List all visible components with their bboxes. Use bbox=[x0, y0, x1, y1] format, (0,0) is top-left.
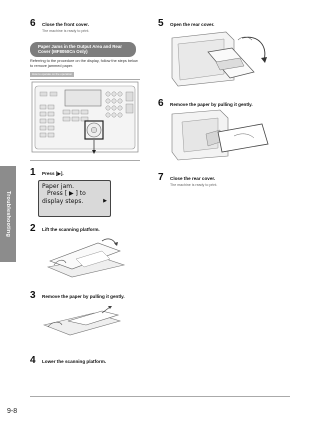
step-3-remove-paper bbox=[30, 290, 125, 301]
step-number: 2 bbox=[30, 223, 36, 234]
step-number: 3 bbox=[30, 290, 36, 301]
lcd-line-1: Paper jam. bbox=[42, 183, 74, 190]
divider bbox=[30, 160, 140, 161]
operation-panel-illustration bbox=[30, 80, 142, 158]
step-number: 7 bbox=[158, 172, 164, 183]
side-tab bbox=[0, 166, 16, 262]
lcd-display bbox=[38, 180, 111, 217]
step-2-lift-scanning-platform bbox=[30, 223, 100, 234]
step-number: 1 bbox=[30, 167, 36, 178]
step-title: Lift the scanning platform. bbox=[42, 227, 100, 232]
step-7-close-rear-cover bbox=[158, 172, 215, 183]
section-intro: Referring to the procedure on the display, follow the steps below to remove jammed paper. bbox=[30, 59, 138, 68]
step-note: The machine is ready to print. bbox=[170, 183, 218, 187]
side-tab-text: Troubleshooting bbox=[5, 190, 11, 238]
step-title: Close the front cover. bbox=[42, 22, 89, 27]
step-title: Remove the paper by pulling it gently. bbox=[42, 294, 125, 299]
step-4-lower-scanning-platform bbox=[30, 355, 106, 366]
side-tab-label bbox=[0, 166, 16, 262]
section-banner: Paper Jams in the Output Area and Rear Cover (MF8050Cn Only) bbox=[30, 42, 136, 57]
step-number: 4 bbox=[30, 355, 36, 366]
page-number: 9-8 bbox=[7, 408, 18, 415]
step-title: Remove the paper by pulling it gently. bbox=[170, 102, 253, 107]
step-6-close-front-cover bbox=[30, 18, 89, 29]
step-title: Open the rear cover. bbox=[170, 22, 215, 27]
step-5-open-rear-cover bbox=[158, 18, 214, 29]
step-note: The machine is ready to print. bbox=[42, 29, 90, 33]
footer-rule bbox=[30, 396, 290, 397]
lcd-line-3: display steps. bbox=[42, 198, 84, 205]
step-title: Lower the scanning platform. bbox=[42, 359, 107, 364]
remove-paper-illustration bbox=[38, 303, 128, 341]
remove-paper-rear-illustration bbox=[168, 108, 272, 162]
step-number: 6 bbox=[158, 98, 164, 109]
step-title: Close the rear cover. bbox=[170, 176, 216, 181]
step-title: Press [▶]. bbox=[42, 171, 64, 176]
step-number: 6 bbox=[30, 18, 36, 29]
right-arrow-icon: ▶ bbox=[103, 198, 107, 204]
lcd-line-2: Press [ ▶ ] to bbox=[47, 190, 86, 197]
step-1-press-arrow bbox=[30, 167, 64, 178]
illustration-tag: How to operate on the operation bbox=[32, 72, 72, 76]
lift-platform-illustration bbox=[40, 237, 130, 283]
step-number: 5 bbox=[158, 18, 164, 29]
open-rear-cover-illustration bbox=[168, 30, 272, 88]
